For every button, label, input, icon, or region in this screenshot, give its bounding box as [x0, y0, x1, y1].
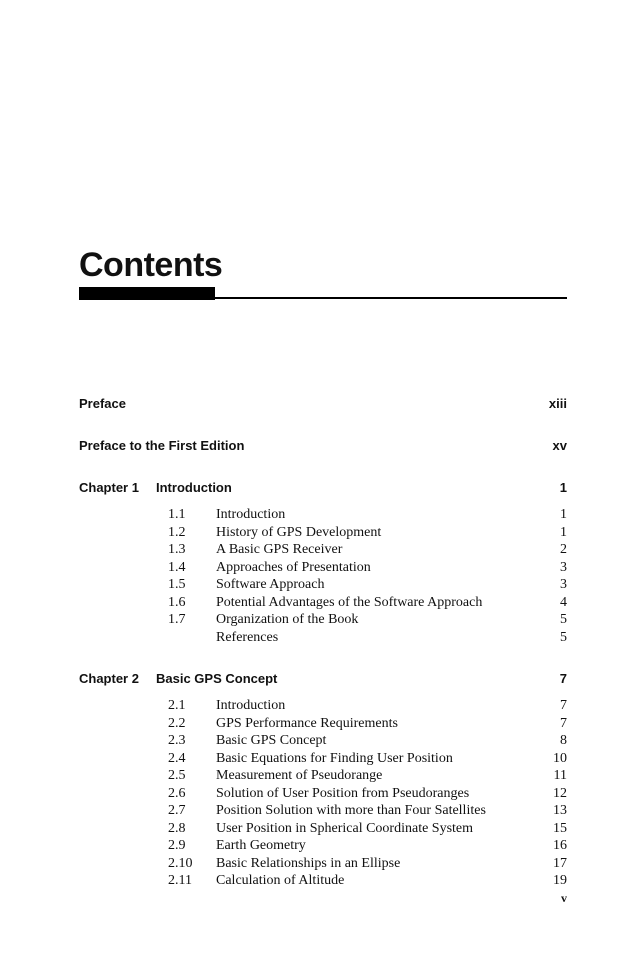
toc-section-entry [79, 594, 567, 612]
table-of-contents [79, 395, 567, 914]
toc-section-entry [79, 611, 567, 629]
toc-section-entry [79, 541, 567, 559]
section-page: 16 [553, 838, 567, 853]
entry-page: xiii [548, 396, 567, 411]
title-rule-thin [215, 297, 567, 299]
toc-section-entry [79, 715, 567, 733]
section-number: 2.8 [168, 820, 186, 836]
section-page: 12 [553, 785, 567, 801]
section-page: 19 [553, 873, 567, 888]
section-title: Potential Advantages of the Software Approach [216, 594, 483, 610]
section-number: 1.2 [168, 524, 186, 540]
toc-chapter-heading [79, 479, 567, 497]
section-number: 2.2 [168, 715, 186, 731]
toc-chapter-heading [79, 670, 567, 688]
section-title: GPS Performance Requirements [216, 715, 398, 731]
section-title: Basic GPS Concept [216, 733, 327, 748]
section-number: 1.4 [168, 559, 186, 575]
section-title: Calculation of Altitude [216, 873, 345, 888]
section-page: 17 [553, 855, 567, 871]
section-page: 5 [560, 612, 567, 627]
toc-section-entry [79, 785, 567, 803]
chapter-page: 7 [559, 671, 567, 686]
toc-entry-preface [79, 395, 567, 413]
chapter-label [79, 479, 232, 497]
section-number: 1.1 [168, 507, 186, 522]
section-page: 7 [560, 698, 567, 713]
section-number: 1.3 [168, 542, 186, 557]
section-number: 2.6 [168, 785, 186, 801]
section-page: 3 [560, 577, 567, 592]
section-number: 1.7 [168, 612, 186, 627]
section-page: 1 [560, 507, 567, 522]
section-title: Solution of User Position from Pseudoranges [216, 785, 470, 801]
section-title: Basic Relationships in an Ellipse [216, 855, 401, 871]
section-title: Earth Geometry [216, 838, 306, 853]
section-number: 2.1 [168, 698, 186, 713]
section-number: 2.9 [168, 838, 186, 853]
chapter-title: Basic GPS Concept [156, 671, 278, 686]
section-title: Measurement of Pseudorange [216, 768, 383, 783]
section-page: 5 [560, 629, 567, 645]
toc-section-entry [79, 802, 567, 820]
entry-title: Preface to the First Edition [79, 438, 245, 453]
section-title: A Basic GPS Receiver [216, 542, 343, 557]
section-page: 2 [560, 542, 567, 557]
toc-section-entry [79, 629, 567, 647]
section-page: 8 [560, 733, 567, 748]
entry-title: Preface [79, 396, 126, 411]
toc-section-entry [79, 750, 567, 768]
chapter-label [79, 670, 277, 688]
section-number: 1.6 [168, 594, 186, 610]
section-title: Approaches of Presentation [216, 559, 371, 575]
section-title: Basic Equations for Finding User Position [216, 750, 453, 766]
section-number: 2.11 [168, 873, 192, 888]
title-rule-thick [79, 287, 215, 300]
section-list [79, 697, 567, 890]
section-page: 11 [553, 768, 567, 783]
chapter-page: 1 [559, 480, 567, 495]
section-page: 1 [560, 524, 567, 540]
section-title: Position Solution with more than Four Satellites [216, 803, 486, 818]
toc-section-entry [79, 855, 567, 873]
chapter-number: Chapter 2 [79, 671, 139, 686]
section-title: History of GPS Development [216, 524, 382, 540]
section-page: 7 [560, 715, 567, 731]
section-title: Introduction [216, 698, 286, 713]
toc-section-entry [79, 820, 567, 838]
section-page: 4 [560, 594, 567, 610]
toc-section-entry [79, 767, 567, 785]
toc-section-entry [79, 576, 567, 594]
section-page: 13 [553, 803, 567, 818]
section-title: References [216, 629, 279, 645]
section-number: 1.5 [168, 577, 186, 592]
toc-section-entry [79, 559, 567, 577]
toc-section-entry [79, 872, 567, 890]
chapter-title: Introduction [156, 480, 232, 495]
toc-section-entry [79, 697, 567, 715]
section-number: 2.3 [168, 733, 186, 748]
section-page: 10 [553, 750, 567, 766]
toc-entry-preface-first-edition [79, 437, 567, 455]
section-number: 2.4 [168, 750, 186, 766]
section-page: 15 [553, 820, 567, 836]
page-title: Contents [79, 246, 223, 284]
toc-section-entry [79, 837, 567, 855]
page-number: v [561, 891, 567, 905]
section-title: Organization of the Book [216, 612, 359, 627]
entry-page: xv [552, 438, 567, 453]
section-number: 2.10 [168, 855, 193, 871]
section-title: User Position in Spherical Coordinate System [216, 820, 474, 836]
section-page: 3 [560, 559, 567, 575]
toc-section-entry [79, 506, 567, 524]
toc-section-entry [79, 524, 567, 542]
section-number: 2.7 [168, 803, 186, 818]
section-list [79, 506, 567, 646]
section-title: Software Approach [216, 577, 325, 592]
section-number: 2.5 [168, 768, 186, 783]
toc-section-entry [79, 732, 567, 750]
chapter-number: Chapter 1 [79, 480, 139, 495]
section-title: Introduction [216, 507, 286, 522]
